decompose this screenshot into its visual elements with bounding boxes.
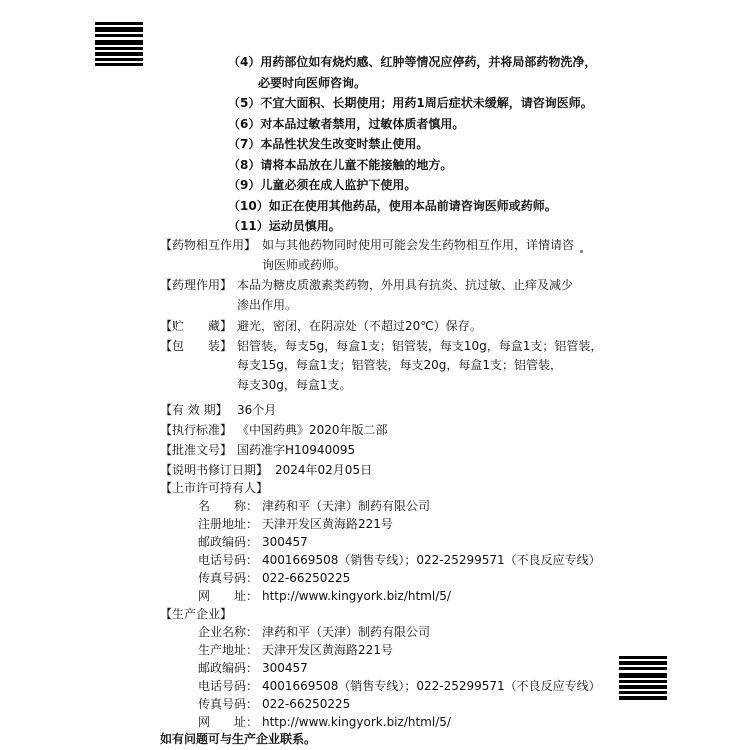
warning-item-9: （9）儿童必须在成人监护下使用。 xyxy=(228,178,417,192)
warning-item-5: （5）不宜大面积、长期使用；用药1周后症状未缓解，请咨询医师。 xyxy=(228,96,593,110)
barcode-bar xyxy=(619,661,667,665)
holder-postcode-key: 邮政编码： xyxy=(198,535,259,549)
holder-name-value: 津药和平（天津）制药有限公司 xyxy=(262,499,431,513)
holder-phone-key: 电话号码： xyxy=(198,553,259,567)
holder-name-key: 名 称： xyxy=(198,499,259,513)
validity-label: 【有 效 期】 xyxy=(160,403,228,417)
manufacturer-website-key: 网 址： xyxy=(198,715,259,729)
manufacturer-name-key: 企业名称： xyxy=(198,625,259,639)
package-text: 铝管装，每支5g，每盒1支；铝管装，每支10g，每盒1支；铝管装， xyxy=(237,339,603,353)
revision-text: 2024年02月05日 xyxy=(275,463,373,477)
warning-item-11: （11）运动员慎用。 xyxy=(228,219,341,233)
holder-postcode-value: 300457 xyxy=(262,535,308,549)
manufacturer-phone-value: 4001669508（销售专线）；022-25299571（不良反应专线） xyxy=(262,679,601,693)
storage-text: 避光，密闭，在阴凉处（不超过20℃）保存。 xyxy=(237,319,482,333)
barcode-bar xyxy=(95,27,143,32)
holder-website-key: 网 址： xyxy=(198,589,259,603)
barcode-bar xyxy=(95,40,143,45)
holder-address-key: 注册地址： xyxy=(198,517,259,531)
holder-label: 【上市许可持有人】 xyxy=(160,481,269,495)
manufacturer-name-value: 津药和平（天津）制药有限公司 xyxy=(262,625,431,639)
manufacturer-website-value: http://www.kingyork.biz/html/5/ xyxy=(262,715,451,729)
barcode-bar xyxy=(95,22,143,25)
interactions-text: 如与其他药物同时使用可能会发生药物相互作用，详情请咨 xyxy=(262,238,575,252)
speck-mark xyxy=(580,250,583,253)
warning-item-4: （4）用药部位如有烧灼感、红肿等情况应停药，并将局部药物洗净， xyxy=(228,55,597,69)
manufacturer-postcode-value: 300457 xyxy=(262,661,308,675)
warning-item-10: （10）如正在使用其他药品，使用本品前请咨询医师或药师。 xyxy=(228,199,557,213)
pharmacology-text: 本品为糖皮质激素类药物，外用具有抗炎、抗过敏、止痒及减少 xyxy=(237,278,574,292)
warning-item-8: （8）请将本品放在儿童不能接触的地方。 xyxy=(228,158,453,172)
barcode-bar xyxy=(619,680,667,683)
interactions-label: 【药物相互作用】 xyxy=(160,238,257,252)
barcode-bar xyxy=(95,34,143,37)
barcode-mark-bottom xyxy=(619,656,667,700)
manufacturer-label: 【生产企业】 xyxy=(160,607,233,621)
footer-contact-note: 如有问题可与生产企业联系。 xyxy=(160,732,317,746)
holder-address-value: 天津开发区黄海路221号 xyxy=(262,517,393,531)
manufacturer-address-value: 天津开发区黄海路221号 xyxy=(262,643,393,657)
barcode-bar xyxy=(95,58,143,61)
holder-fax-key: 传真号码： xyxy=(198,571,259,585)
barcode-bar xyxy=(619,673,667,678)
barcode-bar xyxy=(95,52,143,56)
standard-text: 《中国药典》2020年版二部 xyxy=(237,423,388,437)
holder-fax-value: 022-66250225 xyxy=(262,571,351,585)
barcode-bar xyxy=(619,696,667,700)
interactions-text-cont: 询医师或药师。 xyxy=(262,258,347,272)
barcode-bar xyxy=(619,667,667,670)
storage-label: 【贮 藏】 xyxy=(160,319,233,333)
approval-text: 国药准字H10940095 xyxy=(237,443,356,457)
pharmacology-label: 【药理作用】 xyxy=(160,278,233,292)
package-label: 【包 装】 xyxy=(160,339,233,353)
holder-phone-value: 4001669508（销售专线）；022-25299571（不良反应专线） xyxy=(262,553,601,567)
standard-label: 【执行标准】 xyxy=(160,423,233,437)
barcode-bar xyxy=(95,47,143,50)
package-text-cont-1: 每支15g，每盒1支；铝管装，每支20g，每盒1支；铝管装， xyxy=(237,358,563,372)
manufacturer-postcode-key: 邮政编码： xyxy=(198,661,259,675)
barcode-bar xyxy=(619,656,667,659)
revision-label: 【说明书修订日期】 xyxy=(160,463,269,477)
approval-label: 【批准文号】 xyxy=(160,443,233,457)
validity-text: 36个月 xyxy=(237,403,277,417)
warning-item-6: （6）对本品过敏者禁用，过敏体质者慎用。 xyxy=(228,117,465,131)
warning-item-7: （7）本品性状发生改变时禁止使用。 xyxy=(228,137,429,151)
package-text-cont-2: 每支30g，每盒1支。 xyxy=(237,378,352,392)
barcode-mark-top xyxy=(95,22,143,66)
barcode-bar xyxy=(619,691,667,694)
barcode-bar xyxy=(95,63,143,66)
warning-item-4-cont: 必要时向医师咨询。 xyxy=(258,76,367,90)
manufacturer-fax-value: 022-66250225 xyxy=(262,697,351,711)
holder-website-value: http://www.kingyork.biz/html/5/ xyxy=(262,589,451,603)
manufacturer-fax-key: 传真号码： xyxy=(198,697,259,711)
barcode-bar xyxy=(619,685,667,689)
manufacturer-address-key: 生产地址： xyxy=(198,643,259,657)
pharmacology-text-cont: 渗出作用。 xyxy=(237,298,298,312)
manufacturer-phone-key: 电话号码： xyxy=(198,679,259,693)
